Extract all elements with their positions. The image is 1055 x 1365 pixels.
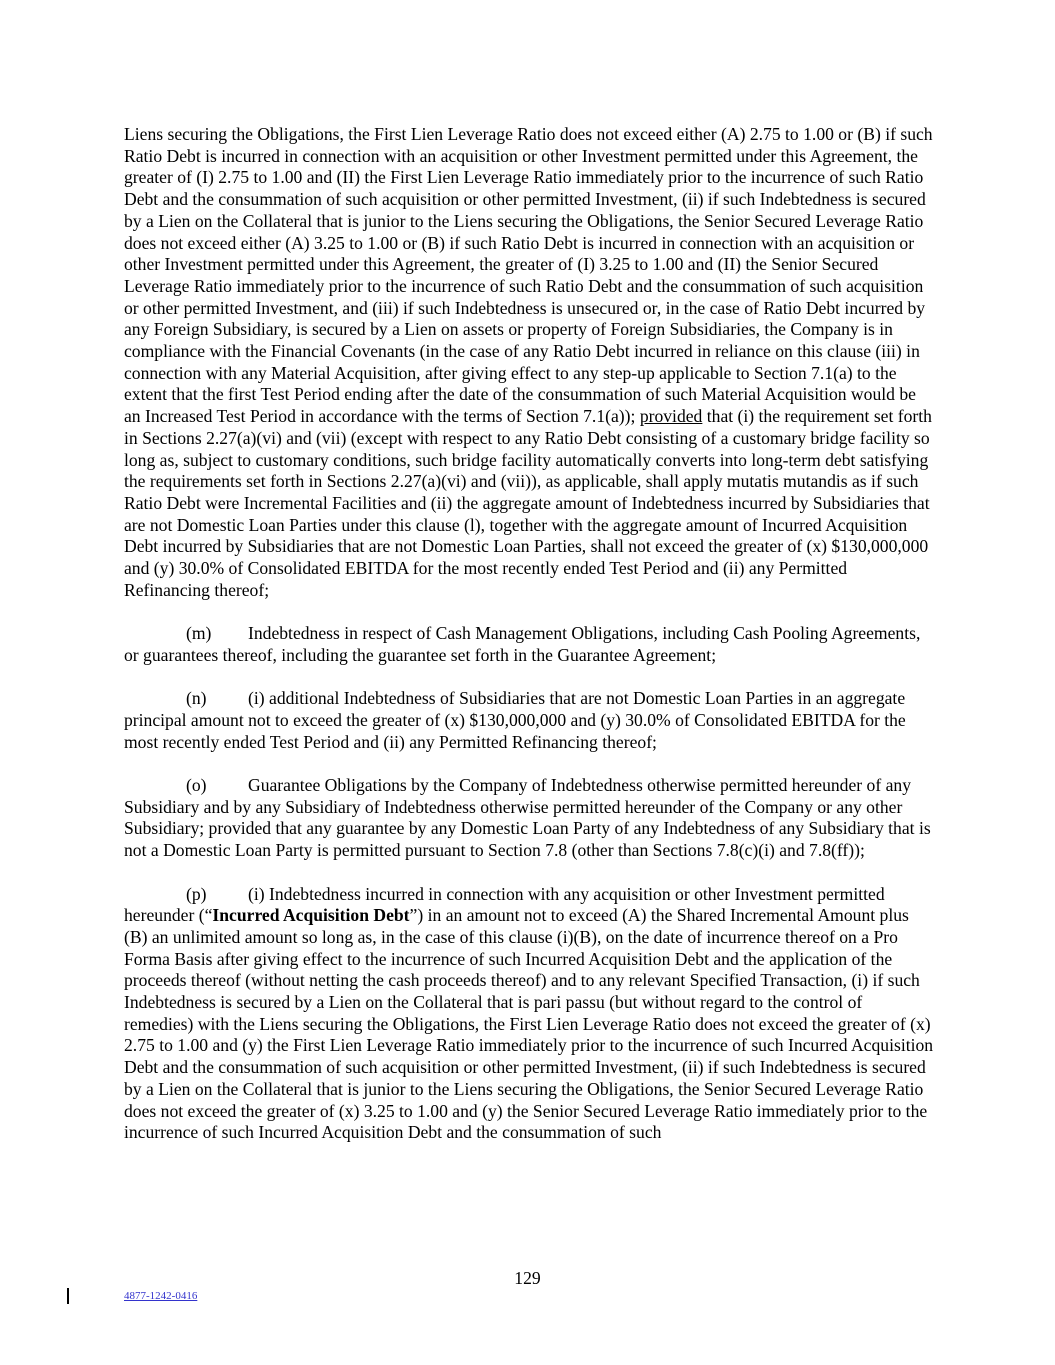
defined-term-bold: Incurred Acquisition Debt <box>212 905 410 926</box>
document-id-link[interactable]: 4877-1242-0416 <box>124 1290 198 1302</box>
text-segment: (i) additional Indebtedness of Subsidiaries that are not Domestic Loan Parties in an aggregate principal amount not to exceed the greater of (x) $130,000,000 and (y) 30.0% of Consolidated EBITDA for the most recently ended Test Period and (ii) any Permitted Refinancing thereof; <box>124 688 906 752</box>
document-body <box>124 124 934 1166</box>
clause-label-p: (p) <box>186 883 207 904</box>
clause-label-n: (n) <box>186 688 207 709</box>
paragraph-o <box>124 775 934 862</box>
text-segment: Guarantee Obligations by the Company of Indebtedness otherwise permitted hereunder of any Subsidiary and by any Subsidiary of Indebtedness otherwise permitted hereunder of the Company or any other Subsidiary; provided that any guarantee by any Domestic Loan Party of any Indebtedness of any Subsidiary that is not a Domestic Loan Party is permitted pursuant to Section 7.8 (other than Sections 7.8(c)(i) and 7.8(ff)); <box>124 775 931 861</box>
text-segment: (i) Indebtedness incurred in connection with any acquisition or other Investment permitted hereunder (“ <box>124 883 885 926</box>
text-segment: that (i) the requirement set forth in Sections 2.27(a)(vi) and (vii) (except with respect to any Ratio Debt consisting of a customary bridge facility so long as, subject to customary conditions, such bridge facility automatically converts into long-term debt satisfying the requirements set forth in Sections 2.27(a)(vi) and (vii)), as applicable, shall apply mutatis mutandis as if such Ratio Debt were Incremental Facilities and (ii) the aggregate amount of Indebtedness incurred by Subsidiaries that are not Domestic Loan Parties under this clause (l), together with the aggregate amount of Incurred Acquisition Debt incurred by Subsidiaries that are not Domestic Loan Parties, shall not exceed the greater of (x) $130,000,000 and (y) 30.0% of Consolidated EBITDA for the most recently ended Test Period and (ii) any Permitted Refinancing thereof; <box>124 406 932 600</box>
revision-change-bar <box>67 1288 69 1304</box>
clause-label-m: (m) <box>186 623 212 644</box>
paragraph-m <box>124 623 934 666</box>
text-segment: ”) in an amount not to exceed (A) the Shared Incremental Amount plus (B) an unlimited amount so long as, in the case of this clause (i)(B), on the date of incurrence thereof on a Pro Forma Basis after giving effect to the incurrence of such Incurred Acquisition Debt and the application of the proceeds thereof (without netting the cash proceeds thereof) and to any relevant Specified Transaction, (i) if such Indebtedness is secured by a Lien on the Collateral that is pari passu (but without regard to the control of remedies) with the Liens securing the Obligations, the First Lien Leverage Ratio does not exceed the greater of (x) 2.75 to 1.00 and (y) the First Lien Leverage Ratio immediately prior to the incurrence of such Incurred Acquisition Debt and the consummation of such acquisition or other permitted Investment, (ii) if such Indebtedness is secured by a Lien on the Collateral that is junior to the Liens securing the Obligations, the Senior Secured Leverage Ratio does not exceed the greater of (x) 3.25 to 1.00 and (y) the Senior Secured Leverage Ratio immediately prior to the incurrence of such Incurred Acquisition Debt and the consummation of such <box>124 905 934 1143</box>
provided-underlined-term: provided <box>639 406 703 427</box>
paragraph-n <box>124 688 934 753</box>
text-segment: Liens securing the Obligations, the First Lien Leverage Ratio does not exceed either (A) 2.75 to 1.00 or (B) if such Ratio Debt is incurred in connection with an acquisition or other Investment permitted under this Agreement, the greater of (I) 2.75 to 1.00 and (II) the First Lien Leverage Ratio immediately prior to the incurrence of such Ratio Debt and the consummation of such acquisition or other permitted Investment, (ii) if such Indebtedness is secured by a Lien on the Collateral that is junior to the Liens securing the Obligations, the Senior Secured Leverage Ratio does not exceed either (A) 3.25 to 1.00 or (B) if such Ratio Debt is incurred in connection with an acquisition or other Investment permitted under this Agreement, the greater of (I) 3.25 to 1.00 and (II) the Senior Secured Leverage Ratio immediately prior to the incurrence of such Ratio Debt and the consummation of such acquisition or other permitted Investment, and (iii) if such Indebtedness is unsecured or, in the case of Ratio Debt incurred by any Foreign Subsidiary, is secured by a Lien on assets or property of Foreign Subsidiaries, the Company is in compliance with the Financial Covenants (in the case of any Ratio Debt incurred in reliance on this clause (iii) in connection with any Material Acquisition, after giving effect to any step-up applicable to Section 7.1(a) to the extent that the first Test Period ending after the date of the consummation of such Material Acquisition would be an Increased Test Period in accordance with the terms of Section 7.1(a)); <box>124 124 933 427</box>
paragraph-p <box>124 884 934 1144</box>
text-segment: Indebtedness in respect of Cash Management Obligations, including Cash Pooling Agreements, or guarantees thereof, including the guarantee set forth in the Guarantee Agreement; <box>124 623 921 665</box>
paragraph-l-continuation <box>124 124 934 601</box>
clause-label-o: (o) <box>186 775 207 796</box>
page-number: 129 <box>514 1268 541 1288</box>
